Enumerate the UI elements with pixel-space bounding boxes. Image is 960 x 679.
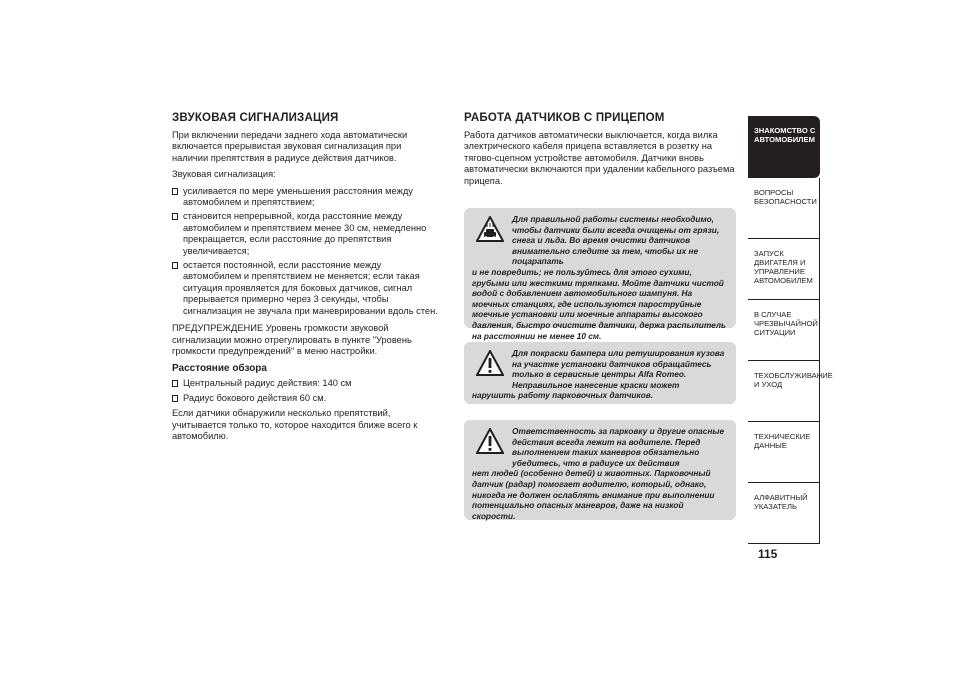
list-item: становится непрерывной, когда расстояние между автомобилем и препятствием менее 30 см, немедленно прекращается, если расстояние до препятствия увеличивается; bbox=[172, 211, 440, 257]
warning-box-sensor-cleaning bbox=[464, 208, 736, 341]
checkbox-bullet-icon bbox=[172, 395, 178, 402]
warning-triangle-icon bbox=[476, 428, 504, 454]
checkbox-bullet-icon bbox=[172, 188, 178, 195]
checkbox-bullet-icon bbox=[172, 380, 178, 387]
checkbox-bullet-icon bbox=[172, 262, 178, 269]
volume-warning-note: ПРЕДУПРЕЖДЕНИЕ Уровень громкости звуковой сигнализации можно отрегулировать в пункте "Уровень громкости предупреждений" в меню настройки. bbox=[172, 323, 412, 356]
page-number: 115 bbox=[758, 547, 778, 561]
list-item: усиливается по мере уменьшения расстояния между автомобилем и препятствием; bbox=[172, 186, 440, 209]
signal-bullet-list bbox=[172, 186, 440, 317]
tab-starting-and-driving[interactable]: ЗАПУСК ДВИГАТЕЛЯ И УПРАВЛЕНИЕ АВТОМОБИЛЕМ bbox=[748, 239, 820, 300]
left-column bbox=[172, 112, 440, 447]
car-wash-icon bbox=[476, 216, 504, 242]
tab-safety[interactable]: ВОПРОСЫ БЕЗОПАСНОСТИ bbox=[748, 178, 820, 239]
tab-maintenance[interactable]: ТЕХОБСЛУЖИВАНИЕ И УХОД bbox=[748, 361, 820, 422]
section-title-trailer: РАБОТА ДАТЧИКОВ С ПРИЦЕПОМ bbox=[464, 112, 665, 124]
range-title: Расстояние обзора bbox=[172, 363, 267, 375]
trailer-paragraph: Работа датчиков автоматически выключается, когда вилка электрического кабеля прицепа вставляется в розетку на тягово-сцепном устройстве автомобиля. Датчики вновь автоматически включаются при удалении кабельного разъема прицепа. bbox=[464, 130, 735, 186]
right-column bbox=[464, 112, 736, 192]
checkbox-bullet-icon bbox=[172, 213, 178, 220]
warning-box-bumper-paint bbox=[464, 342, 736, 404]
warning-box-parking-responsibility bbox=[464, 420, 736, 520]
signal-label: Звуковая сигнализация: bbox=[172, 169, 276, 180]
range-bullet-list bbox=[172, 378, 440, 404]
tab-technical-data[interactable]: ТЕХНИЧЕСКИЕ ДАННЫЕ bbox=[748, 422, 820, 483]
tab-index[interactable]: АЛФАВИТНЫЙ УКАЗАТЕЛЬ bbox=[748, 483, 820, 544]
intro-paragraph: При включении передачи заднего хода автоматически включается прерывистая звуковая сигнализация при наличии препятствия в радиусе действия датчиков. bbox=[172, 130, 408, 163]
list-item: Центральный радиус действия: 140 см bbox=[172, 378, 440, 389]
warning-text: Для покраски бампера или ретуширования кузова на участке установки датчиков обращайтесь только в сервисные центры Alfa Romeo. Неправильное нанесение краски может нарушить работу парковочных датчиков. bbox=[472, 348, 725, 401]
list-item: остается постоянной, если расстояние между автомобилем и препятствием не меняется; если такая ситуация проявляется для боковых датчиков, сигнал прерывается примерно через 3 секунды, чтобы сигнализация не звучала при маневрировании вдоль стен. bbox=[172, 260, 440, 317]
list-item: Радиус бокового действия 60 см. bbox=[172, 393, 440, 404]
tab-getting-to-know-car[interactable]: ЗНАКОМСТВО С АВТОМОБИЛЕМ bbox=[748, 116, 820, 178]
section-title-sound-signal: ЗВУКОВАЯ СИГНАЛИЗАЦИЯ bbox=[172, 112, 339, 124]
warning-triangle-icon bbox=[476, 350, 504, 376]
warning-text: Ответственность за парковку и другие опасные действия всегда лежит на водителе. Перед выполнением таких маневров обязательно убедитесь, что в радиусе их действия нет людей (особенно детей) и животных. Парковочный датчик (радар) помогает водителю, который, однако, никогда не должен ослаблять внимание при выполнении потенциально опасных маневров, даже на низкой скорости. bbox=[472, 426, 725, 521]
tab-emergency[interactable]: В СЛУЧАЕ ЧРЕЗВЫЧАЙНОЙ СИТУАЦИИ bbox=[748, 300, 820, 361]
outro-paragraph: Если датчики обнаружили несколько препятствий, учитывается только то, которое находится ближе всего к автомобилю. bbox=[172, 408, 418, 441]
warning-text: Для правильной работы системы необходимо, чтобы датчики были всегда очищены от грязи, снега и льда. Во время очистки датчиков внимательно следите за тем, чтобы их не поцарапать и не повредить; не пользуйтесь для этого сухими, грубыми или жесткими тряпками. Мойте датчики чистой водой с добавлением автомобильного шампуня. На моечных станциях, где используются пароструйные моечные установки или моечные аппараты высокого давления, быстро очистите датчики, держа распылитель на расстоянии не менее 10 см. bbox=[472, 214, 726, 341]
